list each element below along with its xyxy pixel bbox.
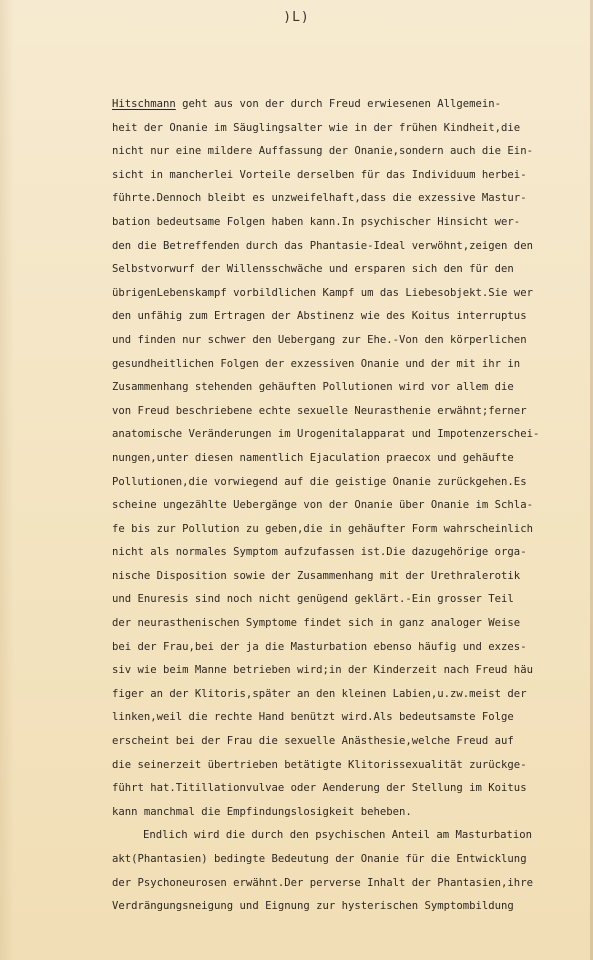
line-text: den unfähig zum Ertragen der Abstinenz wie des Koitus interruptus — [112, 310, 527, 323]
line-text: kann manchmal die Empfindungslosigkeit beheben. — [112, 805, 412, 818]
text-line — [112, 636, 587, 660]
line-text: siv wie beim Manne betrieben wird;in der Kinderzeit nach Freud häu — [112, 664, 533, 677]
text-line — [112, 801, 587, 825]
text-line — [112, 140, 587, 164]
text-line — [112, 471, 587, 495]
text-line — [112, 659, 587, 683]
line-text: und Enuresis sind noch nicht genügend geklärt.-Ein grosser Teil — [112, 593, 514, 606]
text-line — [112, 447, 587, 471]
text-line — [112, 518, 587, 542]
line-text: und finden nur schwer den Uebergang zur Ehe.-Von den körperlichen — [112, 333, 527, 346]
text-line — [112, 588, 587, 612]
line-text: nicht nur eine mildere Auffassung der Onanie,sondern auch die Ein- — [112, 145, 533, 158]
text-line — [112, 93, 587, 117]
text-line — [112, 376, 587, 400]
text-line — [112, 777, 587, 801]
line-text: führt hat.Titillationvulvae oder Aenderung der Stellung im Koitus — [112, 782, 527, 795]
line-text: sicht in mancherlei Vorteile derselben für das Individuum herbei- — [112, 168, 527, 181]
text-line — [112, 565, 587, 589]
text-line — [112, 848, 587, 872]
text-line — [112, 683, 587, 707]
text-line — [112, 282, 587, 306]
document-body — [112, 93, 587, 919]
line-text: Pollutionen,die vorwiegend auf die geistige Onanie zurückgehen.Es — [112, 475, 527, 488]
text-line — [112, 706, 587, 730]
line-text: nicht als normales Symptom aufzufassen ist.Die dazugehörige orga- — [112, 546, 527, 559]
line-text: Zusammenhang stehenden gehäuften Pollutionen wird vor allem die — [112, 381, 514, 394]
line-text: der neurasthenischen Symptome findet sich in ganz analoger Weise — [112, 617, 521, 630]
line-text: fe bis zur Pollution zu geben,die in gehäufter Form wahrscheinlich — [112, 522, 533, 535]
author-name: Hitschmann — [112, 98, 176, 110]
line-text: Selbstvorwurf der Willensschwäche und ersparen sich den für den — [112, 263, 514, 276]
line-text: heit der Onanie im Säuglingsalter wie in der frühen Kindheit,die — [112, 121, 521, 134]
line-text: figer an der Klitoris,später an den kleinen Labien,u.zw.meist der — [112, 687, 527, 700]
line-text: scheine ungezählte Uebergänge von der Onanie über Onanie im Schla- — [112, 499, 533, 512]
line-text: bation bedeutsame Folgen haben kann.In psychischer Hinsicht wer- — [112, 215, 521, 228]
text-line — [112, 824, 587, 848]
text-line — [112, 235, 587, 259]
line-text: bei der Frau,bei der ja die Masturbation ebenso häufig und exzes- — [112, 640, 527, 653]
text-line — [112, 258, 587, 282]
line-text: Verdrängungsneigung und Eignung zur hysterischen Symptombildung — [112, 900, 514, 913]
text-line — [112, 612, 587, 636]
line-text: die seinerzeit übertrieben betätigte Klitorissexualität zurückge- — [112, 758, 527, 771]
text-line — [112, 494, 587, 518]
text-line — [112, 423, 587, 447]
line-text: den die Betreffenden durch das Phantasie-Ideal verwöhnt,zeigen den — [112, 239, 533, 252]
text-line — [112, 117, 587, 141]
text-line — [112, 187, 587, 211]
line-text: nungen,unter diesen namentlich Ejaculation praecox und gehäufte — [112, 451, 514, 464]
text-line — [112, 329, 587, 353]
line-text: anatomische Veränderungen im Urogenitalapparat und Impotenzerschei- — [112, 428, 540, 441]
text-line — [112, 872, 587, 896]
text-line — [112, 754, 587, 778]
text-line — [112, 305, 587, 329]
line-text: führte.Dennoch bleibt es unzweifelhaft,dass die exzessive Mastur- — [112, 192, 527, 205]
line-text: Endlich wird die durch den psychischen Anteil am Masturbation — [143, 829, 533, 842]
text-line — [112, 211, 587, 235]
line-text: geht aus von der durch Freud erwiesenen Allgemein- — [175, 98, 502, 110]
text-line — [112, 895, 587, 919]
line-text: linken,weil die rechte Hand benützt wird.Als bedeutsamste Folge — [112, 711, 514, 724]
line-text: erscheint bei der Frau die sexuelle Anästhesie,welche Freud auf — [112, 735, 514, 748]
text-line — [112, 400, 587, 424]
text-line — [112, 353, 587, 377]
line-text: gesundheitlichen Folgen der exzessiven Onanie und der mit ihr in — [112, 357, 521, 370]
line-text: nische Disposition sowie der Zusammenhang mit der Urethralerotik — [112, 569, 521, 582]
text-line — [112, 541, 587, 565]
line-text: der Psychoneurosen erwähnt.Der perverse Inhalt der Phantasien,ihre — [112, 876, 533, 889]
line-text: akt(Phantasien) bedingte Bedeutung der Onanie für die Entwicklung — [112, 853, 527, 865]
line-text: von Freud beschriebene echte sexuelle Neurasthenie erwähnt;ferner — [112, 404, 527, 417]
line-text: übrigenLebenskampf vorbildlichen Kampf um das Liebesobjekt.Sie wer — [112, 286, 533, 299]
text-line — [112, 730, 587, 754]
text-line — [112, 164, 587, 188]
page-number: )L) — [283, 10, 310, 25]
